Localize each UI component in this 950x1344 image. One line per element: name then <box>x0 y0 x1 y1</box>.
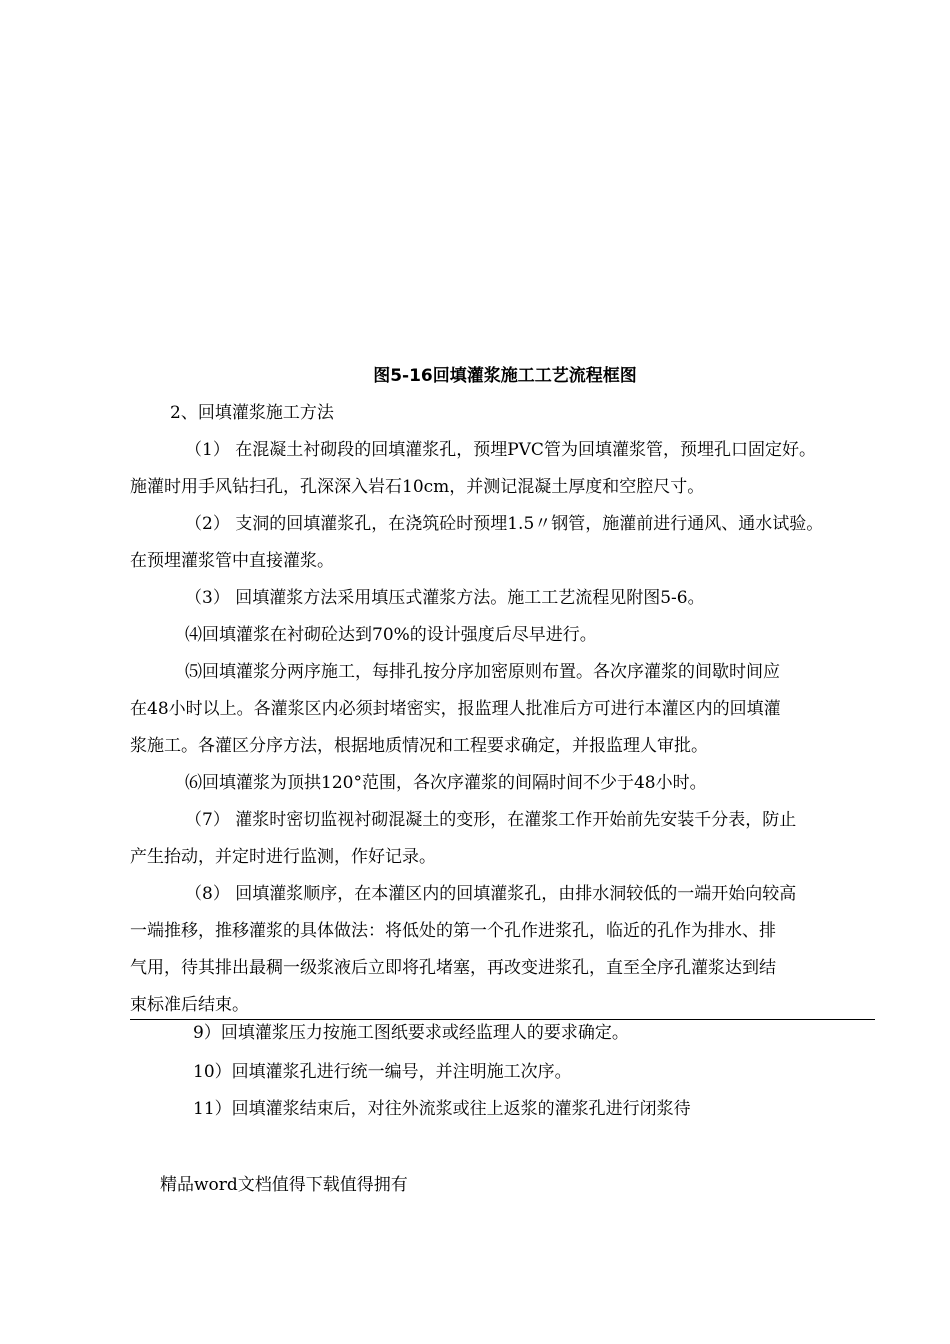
paragraph-line: ⑹回填灌浆为顶拱120°范围，各次序灌浆的间隔时间不少于48小时。 <box>185 773 707 793</box>
paragraph-line: 一端推移，推移灌浆的具体做法：将低处的第一个孔作进浆孔，临近的孔作为排水、排 <box>130 921 776 941</box>
paragraph-line: ⑸回填灌浆分两序施工，每排孔按分序加密原则布置。各次序灌浆的间歇时间应 <box>185 662 780 682</box>
paragraph-line: 在48小时以上。各灌浆区内必须封堵密实，报监理人批准后方可进行本灌区内的回填灌 <box>130 699 781 719</box>
section-heading: 2、回填灌浆施工方法 <box>170 403 334 423</box>
paragraph-line: ⑷回填灌浆在衬砌砼达到70%的设计强度后尽早进行。 <box>185 625 597 645</box>
paragraph-line: （8） 回填灌浆顺序，在本灌区内的回填灌浆孔，由排水洞较低的一端开始向较高 <box>185 884 797 904</box>
horizontal-rule <box>130 1019 875 1020</box>
paragraph-line: 气用，待其排出最稠一级浆液后立即将孔堵塞，再改变进浆孔，直至全序孔灌浆达到结 <box>130 958 776 978</box>
paragraph-line: 9）回填灌浆压力按施工图纸要求或经监理人的要求确定。 <box>193 1023 629 1043</box>
paragraph-line: 10）回填灌浆孔进行统一编号，并注明施工次序。 <box>193 1062 572 1082</box>
paragraph-line: （3） 回填灌浆方法采用填压式灌浆方法。施工工艺流程见附图5-6。 <box>185 588 705 608</box>
paragraph-line: （2） 支洞的回填灌浆孔，在浇筑砼时预埋1.5〃钢管，施灌前进行通风、通水试验。 <box>185 514 824 534</box>
figure-caption: 图5-16回填灌浆施工工艺流程框图 <box>373 366 637 386</box>
paragraph-line: 浆施工。各灌区分序方法，根据地质情况和工程要求确定，并报监理人审批。 <box>130 736 708 756</box>
paragraph-line: 在预埋灌浆管中直接灌浆。 <box>130 551 334 571</box>
paragraph-line: 11）回填灌浆结束后，对往外流浆或往上返浆的灌浆孔进行闭浆待 <box>193 1099 691 1119</box>
paragraph-line: 施灌时用手风钻扫孔，孔深深入岩石10cm，并测记混凝土厚度和空腔尺寸。 <box>130 477 705 497</box>
paragraph-line: （7） 灌浆时密切监视衬砌混凝土的变形，在灌浆工作开始前先安装千分表，防止 <box>185 810 797 830</box>
paragraph-line: 束标准后结束。 <box>130 995 249 1015</box>
footer-text: 精品word文档值得下载值得拥有 <box>160 1175 408 1195</box>
paragraph-line: （1） 在混凝土衬砌段的回填灌浆孔，预埋PVC管为回填灌浆管，预埋孔口固定好。 <box>185 440 816 460</box>
paragraph-line: 产生抬动，并定时进行监测，作好记录。 <box>130 847 436 867</box>
